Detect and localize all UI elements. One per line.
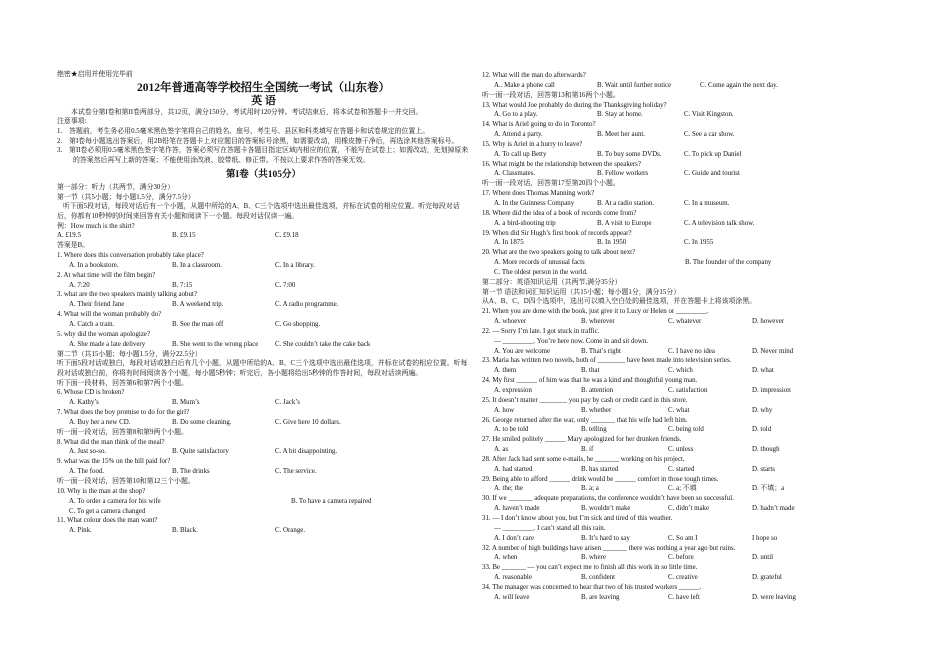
question-2-option-c: C. 7:00: [275, 281, 296, 289]
question-21-option-a: A. whoever: [494, 318, 527, 326]
question-11-option-b: B. Black.: [172, 527, 198, 535]
question-16-options: [482, 169, 902, 179]
listen-instruction-10-12: 听一面一段对话，回答第10和第12三个小题。: [57, 477, 195, 485]
note-3: 3. 第II卷必须用0.5毫米黑色签字笔作答，答案必须写在答题卡各题目指定区域内相应的位置，不能写在试卷上；如需改动，先划掉原来的答案然后再写上新的答案；不能使用涂改液、胶带纸、修正带。不按以上要求作答的答案无效。: [57, 147, 469, 165]
question-2-options: [57, 281, 470, 291]
question-33-option-c: C. creative: [668, 574, 698, 582]
question-6: 6. Whose CD is broken?: [57, 389, 125, 397]
question-33-option-b: B. confident: [581, 574, 616, 582]
question-10-option-b: B. To have a camera repaired: [291, 497, 372, 505]
question-30: 30. If we _______ adequate preparations, the conference wouldn’t have been so successful.: [482, 495, 734, 503]
question-15-option-a: A. To call up Betty: [494, 150, 547, 158]
question-29-option-d: D. 不填；a: [752, 485, 785, 493]
question-33-option-d: D. grateful: [752, 574, 782, 582]
question-26-options: [482, 425, 902, 435]
listening-sec2-desc: 听下面5段对话或独白，每段对话或独白后有几个小题，从题中所给的A、B、C三个选项中选出最佳选项，并标在试卷的相应位置。听每段对话或独白前，你将有时间阅读各个小题，每小题5秒钟；听完后，各小题将给出5秒钟的作答时间，每段对话读两遍。: [57, 360, 468, 377]
question-28-options: [482, 465, 902, 475]
question-32-option-d: D. until: [752, 554, 774, 562]
question-26-option-a: A. to be told: [494, 426, 529, 434]
question-5-option-a: A. She made a late delivery: [69, 340, 146, 348]
question-18-option-c: C. A television talk show.: [684, 219, 755, 227]
question-34-option-d: D. were leaving: [752, 593, 796, 601]
question-31-option-a: A. I don’t care: [494, 534, 535, 542]
question-18-option-b: B. A visit to Europe: [597, 219, 652, 227]
question-31-option-c: C. So am I: [668, 534, 698, 542]
question-3-options: [57, 300, 470, 310]
question-31-option-d: I hope so: [752, 534, 778, 542]
question-26-option-b: B. telling: [581, 426, 607, 434]
question-5-option-c: C. She couldn’t take the cake back: [275, 340, 371, 348]
question-30-options: [482, 504, 902, 514]
question-list-6-7: [57, 388, 470, 427]
question-2: 2. At what time will the film begin?: [57, 271, 156, 279]
question-14: 14. What is Ariel going to do in Toronto?: [482, 121, 596, 129]
question-33-options: [482, 573, 902, 583]
question-14-option-a: A. Attend a party.: [494, 131, 543, 139]
question-22-option-d: D. Never mind: [752, 347, 794, 355]
question-list-13-16: [482, 101, 902, 180]
question-22-options: [482, 347, 902, 357]
question-10-option-c-row: [57, 507, 470, 517]
question-24-option-c: C. satisfaction: [668, 387, 708, 394]
question-34-option-a: A. will leave: [494, 593, 530, 601]
listen-instruction-6-7: 听下面一段材料，回答第6和第7两个小题。: [57, 379, 188, 387]
question-25-option-a: A. how: [494, 406, 515, 414]
listen-instruction-17-20: 听一面一段对话，回答第17至第20四个小题。: [482, 180, 620, 188]
question-20-option-c: C. The oldest person in the world.: [494, 268, 588, 276]
question-list-12: [482, 71, 902, 91]
question-31-options: [482, 534, 902, 544]
question-2-option-a: A. 7:20: [69, 281, 90, 289]
question-11-option-a: A. Pink.: [69, 527, 92, 535]
question-34-options: [482, 593, 902, 603]
question-24-option-d: D. impression: [752, 387, 791, 394]
question-19-options: [482, 238, 902, 248]
example-answer: 答案是B。: [57, 242, 90, 250]
question-7-options: [57, 418, 470, 428]
question-24-option-b: B. attention: [581, 387, 614, 394]
question-18-option-a: A. a bird-shooting trip: [494, 219, 556, 227]
question-20-option-c-row: [482, 268, 902, 278]
question-13-option-c: C. Visit Kingston.: [684, 111, 734, 119]
question-list-21: [482, 307, 902, 327]
question-32-options: [482, 553, 902, 563]
question-6-option-b: B. Mum’s: [172, 399, 200, 407]
question-16-option-a: A. Classmates.: [494, 170, 536, 178]
right-column: [482, 71, 902, 603]
question-18: 18. Where did the idea of a book of records come from?: [482, 209, 637, 217]
part1-title: 第I卷（共105分）: [226, 169, 301, 180]
question-9: 9. what was the 15% on the bill paid for?: [57, 458, 171, 466]
question-3-option-c: C. A radio programme.: [275, 301, 339, 309]
question-3-option-b: B. A weekend trip.: [172, 301, 224, 309]
question-17: 17. Where does Thomas Manning work?: [482, 190, 595, 198]
question-29-option-b: B. a; a: [581, 485, 599, 493]
example-option-c: C. £9.18: [275, 232, 299, 240]
question-30-option-c: C. didn’t make: [668, 505, 710, 513]
question-23-option-c: C. which: [668, 367, 693, 375]
question-16-option-c: C. Guide and tourist: [684, 170, 740, 178]
question-22-line-2: — _________. You’re here now. Come in and sit down.: [494, 337, 649, 345]
listen-instruction-8-9: 听一面一段对话，回答第8和第9两个小题。: [57, 428, 188, 436]
question-14-option-b: B. Meet her aunt.: [597, 131, 646, 139]
question-4: 4. What will the woman probably do?: [57, 311, 162, 319]
exam-intro: 本试卷分第I卷和第II卷两部分，共12页，满分150分，考试用时120分钟。考试结束后，将本试卷和答题卡一并交回。: [71, 108, 423, 116]
question-17-option-a: A. In the Guinness Company: [494, 199, 575, 207]
question-23-option-b: B. that: [581, 367, 600, 375]
question-29-option-a: A. the; the: [494, 485, 523, 493]
question-28-option-d: D. starts: [752, 465, 775, 473]
question-30-option-a: A. haven’t made: [494, 505, 540, 513]
question-24: 24. My first ______ of him was that he was a kind and thoughtful young man.: [482, 377, 698, 385]
question-13-options: [482, 110, 902, 120]
question-28-option-b: B. has started: [581, 465, 619, 473]
question-1: 1. Where does this conversation probably take place?: [57, 252, 204, 260]
question-25-option-d: D. why: [752, 406, 773, 414]
question-8: 8. What did the man think of the meal?: [57, 438, 165, 446]
question-14-option-c: C. See a car show.: [684, 131, 735, 139]
question-1-options: [57, 261, 470, 271]
question-6-options: [57, 398, 470, 408]
question-23-option-a: A. them: [494, 367, 517, 375]
question-19-option-c: C. In 1955: [684, 239, 714, 247]
example-options: [57, 231, 470, 241]
listening-sec1-label: 第一节（共5小题；每小题1.5分，满分7.5分）: [57, 193, 195, 201]
question-7-option-a: A. Buy her a new CD.: [69, 418, 131, 426]
question-23-options: [482, 366, 902, 376]
question-1-option-a: A. In a bookstore.: [69, 261, 119, 269]
question-6-option-c: C. Jack’s: [275, 399, 300, 407]
question-28-option-a: A. had started: [494, 465, 533, 473]
question-22-option-a: A. You are welcome: [494, 347, 551, 355]
question-9-options: [57, 467, 470, 477]
question-10-option-c: C. To get a camera changed: [69, 507, 146, 515]
notes-label: 注意事项:: [57, 118, 87, 126]
question-10-option-a: A. To order a camera for his wife: [69, 497, 161, 505]
question-20: 20. What are the two speakers going to talk about next?: [482, 249, 636, 257]
question-12-option-a: A.. Make a phone call: [494, 81, 555, 89]
question-9-option-c: C. The service.: [275, 468, 317, 476]
question-15-option-b: B. To buy some DVDs.: [597, 150, 662, 158]
question-21-option-b: B. wherever: [581, 318, 615, 326]
question-15-options: [482, 150, 902, 160]
question-31-line-2: — _________. I can’t stand all this rain.: [494, 524, 606, 532]
question-4-option-c: C. Go shopping.: [275, 320, 321, 328]
part2-label: 第二部分：英语知识运用（共两节,满分35分）: [482, 278, 622, 286]
question-12-option-c: C. Come again the next day.: [700, 81, 778, 89]
question-25-options: [482, 406, 902, 416]
part2-sec1-label: 第一节 语法和词汇知识运用（共15小题；每小题1分，满分15分）: [482, 288, 681, 296]
question-29: 29. Being able to afford ______ drink would be ______ comfort in those tough times.: [482, 475, 719, 483]
question-25-option-c: C. what: [668, 406, 690, 414]
question-13-option-a: A. Go to a play.: [494, 111, 538, 119]
question-4-options: [57, 320, 470, 330]
left-column: [57, 70, 470, 536]
question-34-option-b: B. are leaving: [581, 593, 620, 601]
question-32-option-a: A. when: [494, 554, 518, 562]
question-27-option-a: A. as: [494, 446, 509, 454]
question-8-option-a: A. Just so-so.: [69, 448, 107, 456]
exam-title: 2012年普通高等学校招生全国统一考试（山东卷）: [137, 81, 390, 94]
question-8-options: [57, 447, 470, 457]
question-8-option-b: B. Quite satisfactory: [172, 448, 229, 456]
example-option-b: B. £9.15: [172, 232, 196, 240]
question-22-option-b: B. That’s right: [581, 347, 621, 355]
question-13-option-b: B. Stay at home.: [597, 111, 643, 119]
note-1: 1. 答题前，考生务必用0.5毫米黑色签字笔将自己的姓名、座号、考生号、县区和科类填写在答题卡和试卷规定的位置上。: [57, 128, 430, 136]
listening-part-label: 第一部分：听力（共两节，满分30分）: [57, 183, 175, 191]
question-11-options: [57, 526, 470, 536]
question-6-option-a: A. Kathy’s: [69, 399, 99, 407]
question-13: 13. What would Joe probably do during the Thanksgiving holiday?: [482, 101, 667, 109]
question-34: 34. The manager was concerned to hear that two of his trusted workers ______.: [482, 583, 702, 591]
question-list-17-19: [482, 189, 902, 248]
question-33: 33. Be _______ — you can’t expect me to finish all this work in so little time.: [482, 564, 698, 572]
example-option-a: A. £19.5: [57, 232, 81, 240]
question-1-option-c: C. In a library.: [275, 261, 315, 269]
question-22-line-1: 22. — Sorry I’m late. I got stuck in traffic.: [482, 327, 600, 335]
question-25: 25. It doesn’t matter ________ you pay by cash or credit card in this store.: [482, 396, 688, 404]
question-20-option-b: B. The founder of the company: [685, 259, 772, 267]
question-9-option-b: B. The drinks: [172, 468, 210, 476]
question-23: 23. Maria has written two novels, both of ________ have been made into television series.: [482, 357, 732, 365]
listen-instruction-13-16: 听一面一段对话，回答第13和第16两个小题。: [482, 91, 620, 99]
question-33-option-a: A. reasonable: [494, 574, 532, 582]
question-19: 19. When did Sir Hugh’s first book of records appear?: [482, 229, 632, 237]
question-4-option-a: A. Catch a train.: [69, 320, 115, 328]
question-30-option-d: D. hadn’t made: [752, 505, 795, 513]
question-16-option-b: B. Fellow workers: [597, 170, 649, 178]
question-3: 3. what are the two speakers mainly talking aobut?: [57, 291, 197, 299]
question-11: 11. What colour does the man want?: [57, 517, 158, 525]
question-21: 21. When you are done with the book, just give it to Lucy or Helen or _________.: [482, 308, 709, 316]
question-14-options: [482, 130, 902, 140]
question-20-option-a: A. More records of unusual facts: [494, 259, 585, 267]
note-2: 2. 第I卷每小题选出答案后，用2B铅笔在答题卡上对应题目的答案标号涂黑，如需要改动，用橡皮擦干净后，再选涂其他答案标号。: [57, 137, 459, 145]
question-26-option-d: D. told: [752, 426, 772, 434]
question-7-option-b: B. Do some cleaning.: [172, 418, 232, 426]
question-19-option-b: B. In 1950: [597, 239, 627, 247]
question-10: 10. Why is the man at the shop?: [57, 487, 146, 495]
question-4-option-b: B. See the man off: [172, 320, 224, 328]
question-27-option-d: D. though: [752, 446, 780, 454]
question-1-option-b: B. In a classroom.: [172, 261, 222, 269]
question-2-option-b: B. 7:15: [172, 281, 193, 289]
question-26-option-c: C. being told: [668, 426, 704, 434]
question-8-option-c: C. A bit disappointing.: [275, 448, 338, 456]
part2-desc: 从A、B、C、D四个选项中，选出可以填入空白处的最佳选项，并在答题卡上将该项涂黑。: [482, 298, 757, 306]
question-list-1-5: [57, 251, 470, 349]
question-27: 27. He smiled politely ______ Mary apologized for her drunken friends.: [482, 436, 682, 444]
question-28: 28. After Jack had sent some e-mails, he _______ working on his project.: [482, 455, 685, 463]
question-21-option-c: C. whatever: [668, 318, 702, 326]
question-27-options: [482, 445, 902, 455]
question-list-8-9: [57, 438, 470, 477]
question-22-option-c: C. I have no idea: [668, 347, 715, 355]
question-32-option-c: C. before: [668, 554, 694, 562]
confidential-label: 绝密★启用并使用完毕前: [57, 71, 133, 78]
question-24-options: [482, 386, 902, 396]
question-16: 16. What might be the relationship between the speakers?: [482, 160, 641, 168]
question-21-option-d: D. however: [752, 318, 785, 326]
question-9-option-a: A. The food.: [69, 468, 105, 476]
subject-title: 英 语: [251, 94, 276, 107]
question-31-option-b: B. It’s hard to say: [581, 534, 630, 542]
question-5-options: [57, 340, 470, 350]
question-5: 5. why did the woman apologize?: [57, 330, 150, 338]
question-29-options: [482, 484, 902, 494]
question-5-option-b: B. She went to the wrong place: [172, 340, 259, 348]
question-15-option-c: C. To pick up Daniel: [684, 150, 742, 158]
question-12-option-b: B. Wait until further notice: [597, 81, 672, 89]
question-23-option-d: D. what: [752, 367, 774, 375]
question-19-option-a: A. In 1875: [494, 239, 524, 247]
question-10-options: [57, 497, 470, 507]
question-24-option-a: A. expression: [494, 387, 532, 394]
question-7-option-c: C. Give here 10 dollars.: [275, 418, 341, 426]
question-29-option-c: C. a; 不填: [668, 485, 697, 493]
question-17-option-b: B. At a radio station.: [597, 199, 655, 207]
question-7: 7. What does the boy promise to do for the girl?: [57, 409, 190, 417]
question-20-options: [482, 258, 902, 268]
question-26: 26. George returned after the war, only _______ that his wife had left him.: [482, 416, 688, 424]
question-15: 15. Why is Ariel in a hurry to leave?: [482, 140, 583, 148]
example-question: 例：How much is the shirt?: [57, 222, 135, 230]
question-18-options: [482, 219, 902, 229]
question-30-option-b: B. wouldn’t make: [581, 505, 631, 513]
question-12-options: [482, 81, 902, 91]
question-27-option-c: C. unless: [668, 446, 694, 454]
question-25-option-b: B. whether: [581, 406, 612, 414]
question-27-option-b: B. if: [581, 446, 594, 454]
listening-sec2-label: 第二节（共15小题；每小题1.5分，满分22.5分）: [57, 350, 202, 358]
question-17-options: [482, 199, 902, 209]
question-34-option-c: C. have left: [668, 593, 700, 601]
question-31-line-1: 31. — I don’t know about you, but I’m sick and tired of this weather.: [482, 514, 673, 522]
question-17-option-c: C. In a museum.: [684, 199, 730, 207]
question-32: 32. A number of high buildings have arisen _______ there was nothing a year ago but ruins.: [482, 544, 736, 552]
question-list-32-34: [482, 544, 902, 603]
question-21-options: [482, 317, 902, 327]
question-list-23-30: [482, 356, 902, 514]
question-32-option-b: B. where: [581, 554, 606, 562]
listening-sec1-desc: 听下面5段对话，每段对话后有一个小题，从题中所给的A、B、C三个选项中选出最佳选项，并标在试卷的相应位置。听完每段对话后，你都有10秒钟的时间来回答有关小题和阅读下一小题。每段对话仅读一遍。: [57, 203, 460, 220]
question-28-option-c: C. started: [668, 465, 695, 473]
question-3-option-a: A. Their friend Jane: [69, 301, 125, 309]
question-12: 12. What will the man do afterwards?: [482, 72, 586, 79]
question-11-option-c: C. Orange.: [275, 527, 306, 535]
